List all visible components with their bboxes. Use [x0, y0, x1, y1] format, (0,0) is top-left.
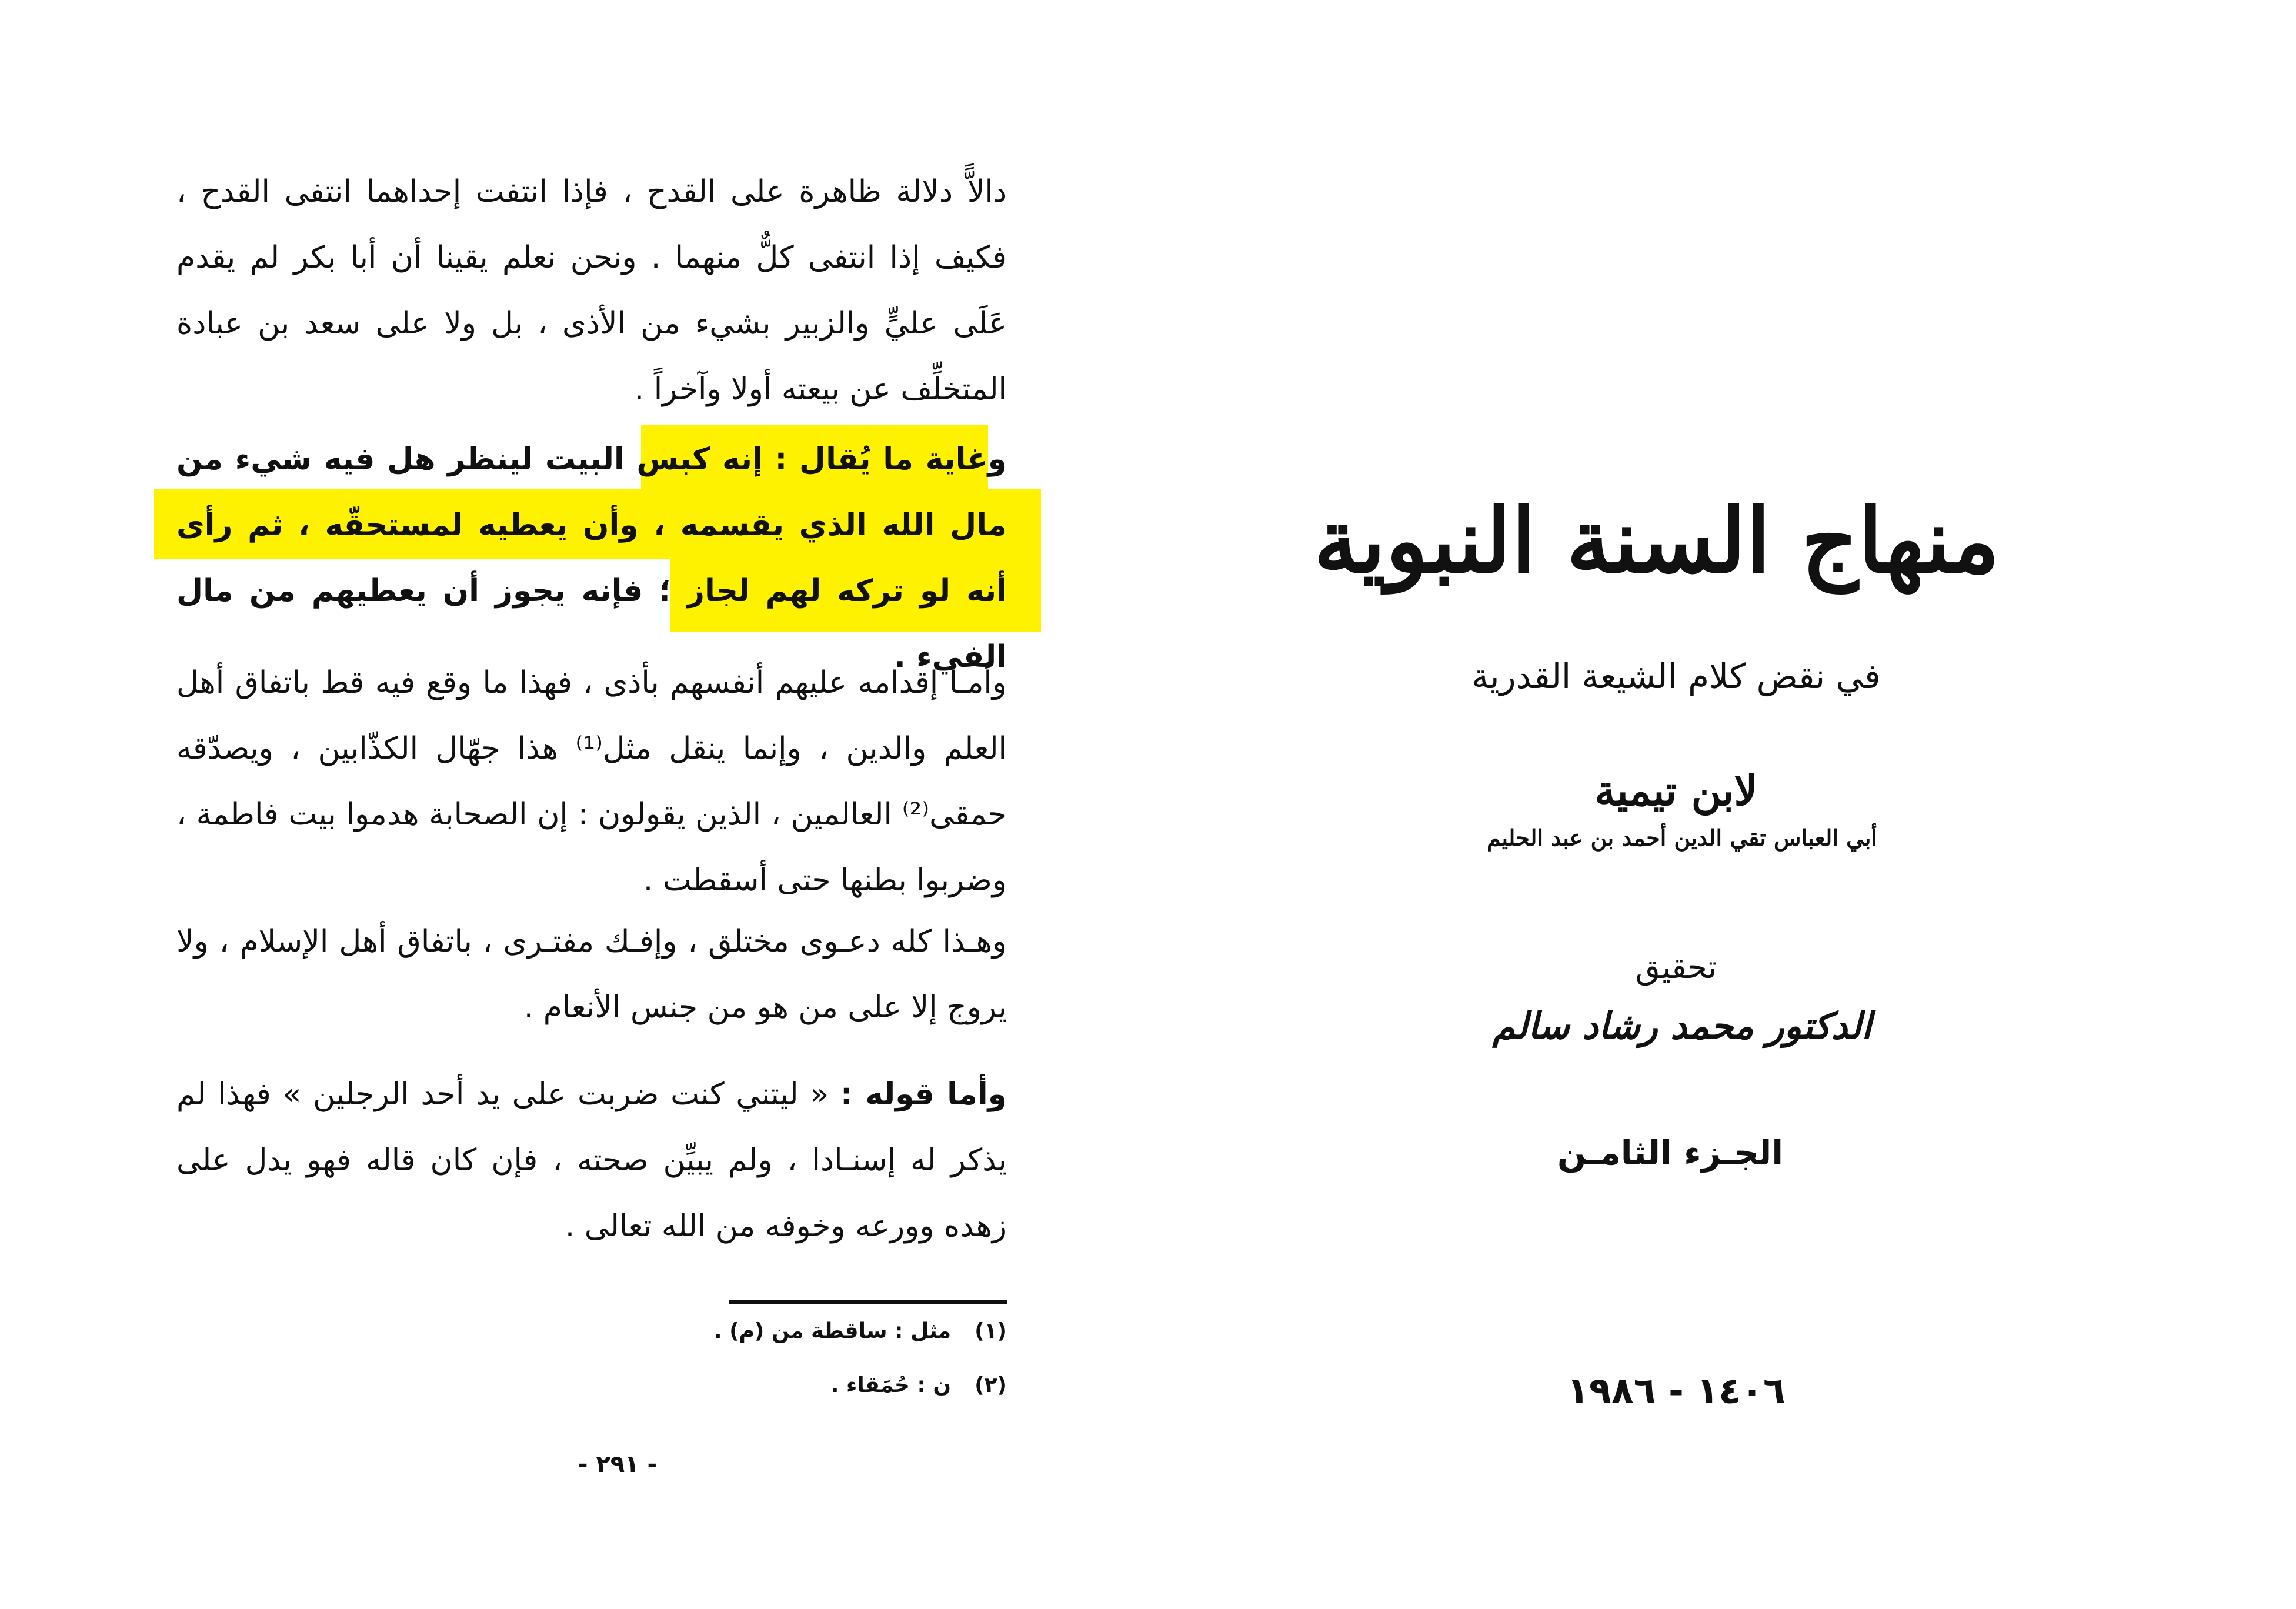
paragraph: دالاًّ دلالة ظاهرة على القدح ، فإذا انتفت إحداهما انتفى القدح ، فكيف إذا انتفى كلٌّ منهما . ونحن نعلم يقينا أن أبا بكر لم يقدم عَلَى عليٍّ والزبير بشيء من الأذى ، بل ولا على سعد بن عبادة المتخلِّف عن بيعته أولا وآخراً .	[176, 174, 1007, 407]
footnote	[588, 1314, 1007, 1349]
footnote-number: (١)	[975, 1319, 1007, 1343]
editor-name: الدكتور محمد رشاد سالم	[1492, 1004, 1872, 1047]
editor-label: تحقيق	[1635, 949, 1717, 986]
highlighted-paragraph: وغاية ما يُقال : إنه كبس البيت لينظر هل فيه شيء من مال الله الذي يقسمه ، وأن يعطيه لمستحقّه ، ثم رأى أنه لو تركه لهم لجاز ؛ فإنه يجوز أن يعطيهم من مال الفيء .	[176, 442, 1007, 675]
paragraph: وهـذا كله دعـوى مختلق ، وإفـك مفتـرى ، باتفاق أهل الإسلام ، ولا يروج إلا على من هو من جنس الأنعام .	[176, 924, 1007, 1025]
footnote	[588, 1368, 1007, 1403]
page-number: - ٢٩١ -	[578, 1451, 658, 1478]
book-title: منهاج السنة النبوية	[1313, 489, 2000, 593]
volume-label: الجـزء الثامـن	[1557, 1133, 1784, 1173]
footnote-text: مثل : ساقطة من (م) .	[713, 1319, 952, 1343]
paragraph-lead: وأما قوله :	[840, 1077, 1007, 1112]
author-full-name: أبي العباس تقي الدين أحمد بن عبد الحليم	[1487, 824, 1877, 851]
footnote-text: ن : حُمَقاء .	[830, 1373, 952, 1397]
paragraph	[176, 1061, 1007, 1259]
text-page	[0, 0, 1147, 1609]
title-page	[1147, 0, 2296, 1609]
footnote-number: (٢)	[975, 1373, 1007, 1397]
paragraph-body: « ليتني كنت ضربت على يد أحد الرجلين » فهذا لم يذكر له إسنـادا ، ولم يبيِّن صحته ، فإن كان قاله فهو يدل على زهده وورعه وخوفه من الله تعالى .	[176, 1077, 1007, 1244]
publication-year: ١٤٠٦ - ١٩٨٦	[1567, 1369, 1786, 1412]
footnote-divider	[729, 1300, 1007, 1304]
book-subtitle: في نقض كلام الشيعة القدرية	[1471, 656, 1881, 696]
paragraph: وأمـا إقدامه عليهم أنفسهم بأذى ، فهذا ما وقع فيه قط باتفاق أهل العلم والدين ، وإنما ينقل مثل⁽¹⁾ هذا جهّال الكذّابين ، ويصدّقه حمقى⁽²⁾ العالمين ، الذين يقولون : إن الصحابة هدموا بيت فاطمة ، وضربوا بطنها حتى أسقطت .	[176, 665, 1007, 898]
author-name: لابن تيمية	[1594, 766, 1758, 815]
